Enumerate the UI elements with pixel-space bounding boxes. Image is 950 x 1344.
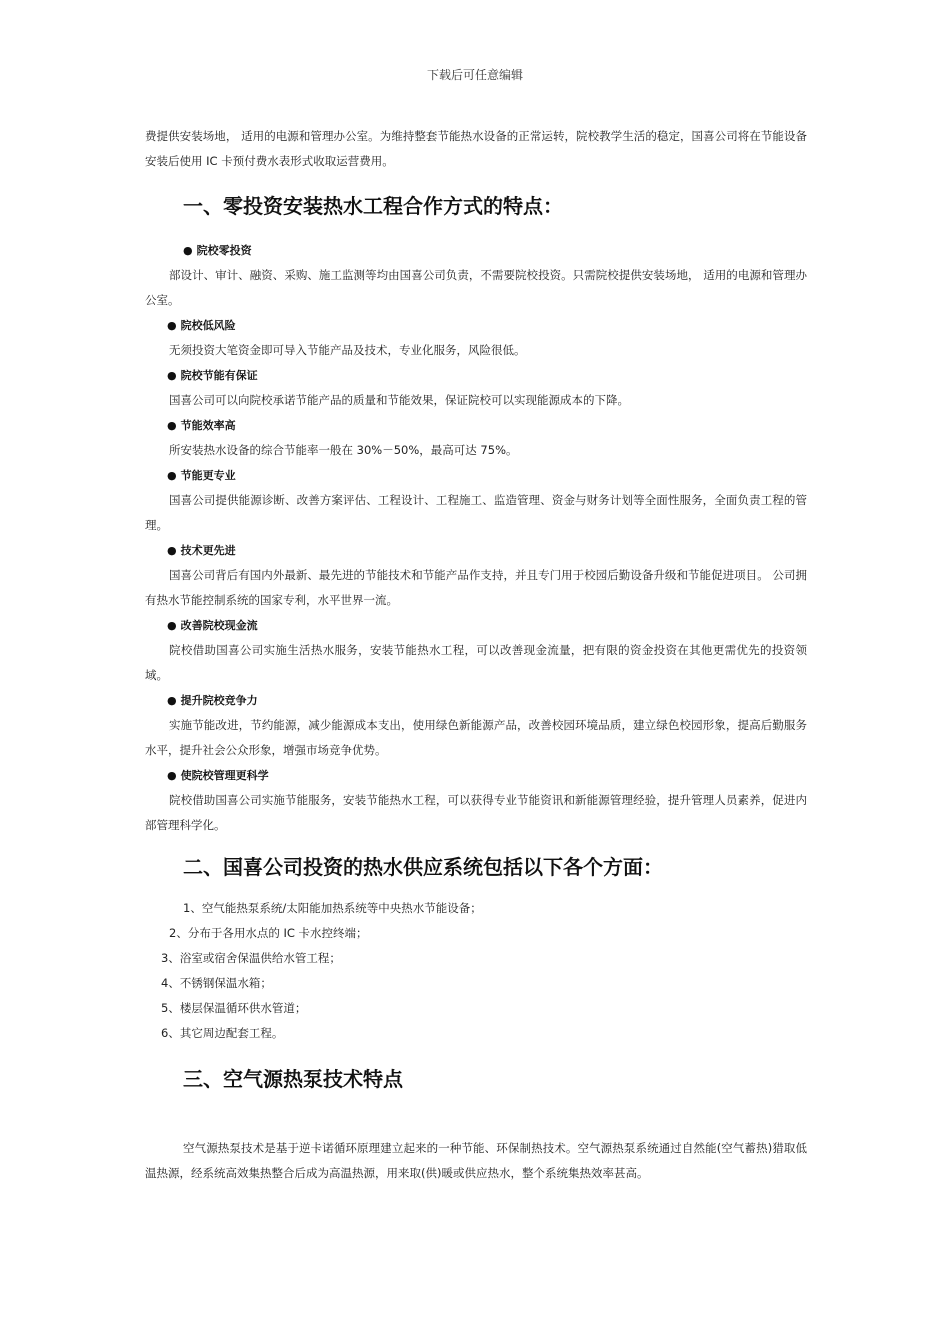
bullet-heading-text: 节能更专业 bbox=[180, 469, 236, 482]
section-1-list bbox=[145, 238, 807, 838]
list-item: 3、浴室或宿舍保温供给水管工程； bbox=[161, 951, 341, 965]
bullet-text: 院校借助国喜公司实施节能服务，安装节能热水工程，可以获得专业节能资讯和新能源管理经验，提升管理人员素养，促进内部管理科学化。 bbox=[145, 793, 807, 832]
bullet-text: 无须投资大笔资金即可导入节能产品及技术，专业化服务，风险很低。 bbox=[169, 343, 526, 357]
section-3-title: 三、空气源热泵技术特点 bbox=[183, 1067, 403, 1091]
intro-paragraph: 费提供安装场地， 适用的电源和管理办公室。为维持整套节能热水设备的正常运转，院校教学生活的稳定，国喜公司将在节能设备安装后使用 IC 卡预付费水表形式收取运营费用。 bbox=[145, 129, 807, 168]
bullet-heading bbox=[145, 238, 807, 263]
bullet-text: 国喜公司可以向院校承诺节能产品的质量和节能效果，保证院校可以实现能源成本的下降。 bbox=[169, 393, 629, 407]
bullet-icon: ● bbox=[183, 244, 193, 257]
section-2-title: 二、国喜公司投资的热水供应系统包括以下各个方面： bbox=[183, 855, 663, 879]
bullet-heading bbox=[145, 413, 807, 438]
bullet-heading bbox=[145, 763, 807, 788]
bullet-heading-text: 使院校管理更科学 bbox=[180, 769, 269, 782]
bullet-icon: ● bbox=[167, 319, 177, 332]
section-1-title: 一、零投资安装热水工程合作方式的特点： bbox=[183, 194, 563, 218]
bullet-heading-text: 院校低风险 bbox=[180, 319, 236, 332]
bullet-heading bbox=[145, 313, 807, 338]
bullet-icon: ● bbox=[167, 419, 177, 432]
bullet-icon: ● bbox=[167, 694, 177, 707]
bullet-text: 国喜公司提供能源诊断、改善方案评估、工程设计、工程施工、监造管理、资金与财务计划等全面性服务，全面负责工程的管理。 bbox=[145, 493, 807, 532]
list-item: 5、楼层保温循环供水管道； bbox=[161, 1001, 307, 1015]
bullet-text: 院校借助国喜公司实施生活热水服务，安装节能热水工程，可以改善现金流量，把有限的资金投资在其他更需优先的投资领域。 bbox=[145, 643, 807, 682]
bullet-heading bbox=[145, 363, 807, 388]
list-item: 2、分布于各用水点的 IC 卡水控终端； bbox=[169, 926, 368, 940]
page-header: 下载后可任意编辑 bbox=[426, 68, 523, 82]
section-2-list bbox=[145, 896, 807, 1046]
bullet-heading-text: 节能效率高 bbox=[180, 419, 236, 432]
list-item: 4、不锈钢保温水箱； bbox=[161, 976, 272, 990]
bullet-heading bbox=[145, 688, 807, 713]
bullet-text: 部设计、审计、融资、采购、施工监测等均由国喜公司负责，不需要院校投资。只需院校提供安装场地， 适用的电源和管理办公室。 bbox=[145, 268, 807, 307]
bullet-icon: ● bbox=[167, 369, 177, 382]
bullet-text: 国喜公司背后有国内外最新、最先进的节能技术和节能产品作支持，并且专门用于校园后勤设备升级和节能促进项目。 公司拥有热水节能控制系统的国家专利，水平世界一流。 bbox=[145, 568, 807, 607]
bullet-heading bbox=[145, 463, 807, 488]
section-3-paragraph: 空气源热泵技术是基于逆卡诺循环原理建立起来的一种节能、环保制热技术。空气源热泵系统通过自然能(空气蓄热)猎取低温热源，经系统高效集热整合后成为高温热源，用来取(供)暖或供应热水，整个系统集热效率甚高。 bbox=[145, 1141, 807, 1180]
bullet-text: 实施节能改进，节约能源，减少能源成本支出，使用绿色新能源产品，改善校园环境品质，建立绿色校园形象，提高后勤服务水平，提升社会公众形象，增强市场竞争优势。 bbox=[145, 718, 807, 757]
document-body bbox=[145, 124, 807, 1186]
bullet-text: 所安装热水设备的综合节能率一般在 30%－50%，最高可达 75%。 bbox=[169, 443, 518, 457]
bullet-heading-text: 改善院校现金流 bbox=[180, 619, 258, 632]
bullet-heading-text: 技术更先进 bbox=[180, 544, 236, 557]
bullet-icon: ● bbox=[167, 619, 177, 632]
bullet-heading-text: 院校节能有保证 bbox=[180, 369, 258, 382]
bullet-icon: ● bbox=[167, 769, 177, 782]
bullet-heading bbox=[145, 613, 807, 638]
bullet-icon: ● bbox=[167, 544, 177, 557]
bullet-heading-text: 提升院校竞争力 bbox=[180, 694, 258, 707]
list-item: 1、空气能热泵系统/太阳能加热系统等中央热水节能设备； bbox=[183, 901, 482, 915]
list-item: 6、其它周边配套工程。 bbox=[161, 1026, 284, 1040]
bullet-heading-text: 院校零投资 bbox=[196, 244, 252, 257]
bullet-icon: ● bbox=[167, 469, 177, 482]
bullet-heading bbox=[145, 538, 807, 563]
